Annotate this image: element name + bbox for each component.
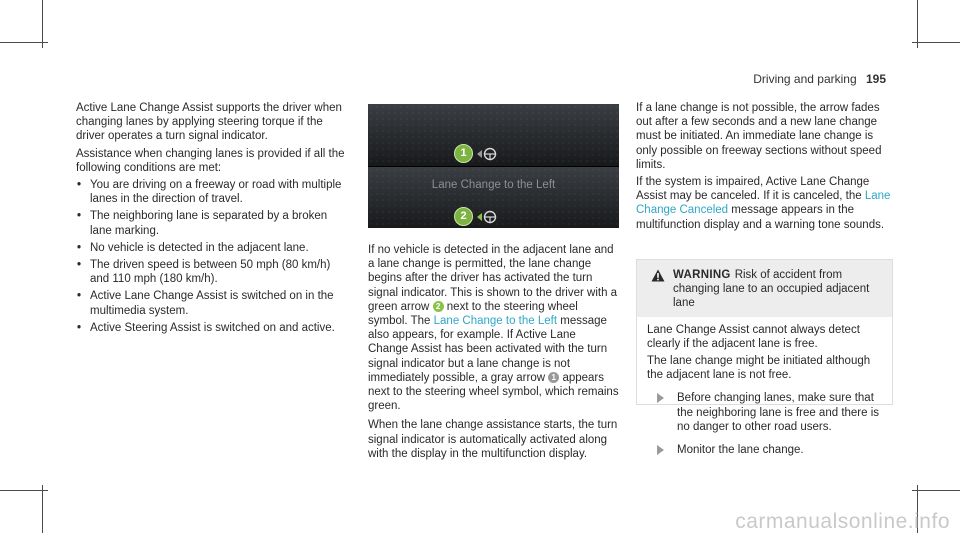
badge-1: 1 [454, 144, 473, 163]
text-run: message appears in the multifunction display and a warning tone sounds. [636, 204, 885, 231]
warning-body [637, 317, 892, 458]
column-left [76, 101, 352, 338]
crop-mark [42, 485, 43, 533]
steering-wheel-icon [476, 210, 498, 224]
intro-paragraph: Active Lane Change Assist supports the driver when changing lanes by applying steering torque if the driver operates a turn signal indicator. [76, 102, 342, 143]
crop-mark [0, 490, 48, 491]
text-run: If the system is impaired, Active Lane Change Assist may be canceled. If it is canceled, the [636, 176, 870, 203]
impaired-paragraph [636, 175, 893, 232]
list-item: • You are driving on a freeway or road with multiple lanes in the direction of travel. [76, 178, 352, 206]
badge-2-inline: 2 [433, 301, 444, 312]
warning-text: Lane Change Assist cannot always detect clearly if the adjacent lane is free. [647, 323, 860, 350]
list-item: • No vehicle is detected in the adjacent lane. [76, 241, 352, 255]
warning-box [636, 259, 893, 457]
steering-wheel-icon [476, 147, 498, 161]
crop-mark [917, 0, 918, 48]
not-possible-paragraph: If a lane change is not possible, the arrow fades out after a few seconds and a new lane change must be initiated. An immediate lane change is only possible on freeway sections without speed limits. [636, 102, 882, 171]
column-middle [368, 243, 619, 464]
badge-2: 2 [454, 207, 473, 226]
list-item: • The neighboring lane is separated by a broken lane marking. [76, 209, 352, 237]
warning-header [637, 260, 892, 317]
warning-text: The lane change might be initiated although the adjacent lane is not free. [647, 355, 871, 382]
text-run: appears next to the steering wheel symbol, which remains green. [368, 371, 619, 413]
display-panel-bottom [368, 167, 619, 228]
display-panel-top [368, 104, 619, 166]
crop-mark [912, 490, 960, 491]
text-run: If no vehicle is detected in the adjacent lane and a lane change is permitted, the lane change begins after the driver has activated the turn signal indicator. This is shown to the driver with a green arrow [368, 244, 618, 313]
lane-change-message: Lane Change to the Left [431, 179, 556, 191]
column-right [636, 101, 893, 235]
watermark: carmanualsonline.info [735, 509, 950, 533]
warning-label: WARNING [673, 269, 731, 281]
text-run: next to the steering wheel symbol. The [368, 300, 578, 328]
page-number: 195 [865, 72, 886, 86]
message-name: Lane Change Canceled [636, 190, 891, 217]
step-text: Before changing lanes, make sure that the neighboring lane is free and there is no danger to other road users. [677, 392, 880, 433]
crop-mark [912, 42, 960, 43]
assistance-start-paragraph: When the lane change assistance starts, the turn signal indicator is automatically activated along with the display in the multifunction display. [368, 419, 618, 460]
arrow-right-icon [657, 393, 664, 403]
crop-mark [0, 42, 48, 43]
step-text: Monitor the lane change. [677, 444, 804, 457]
arrow-right-icon [657, 445, 664, 455]
conditions-lead: Assistance when changing lanes is provided if all the following conditions are met: [76, 147, 345, 174]
list-item: • Active Steering Assist is switched on and active. [76, 321, 352, 335]
page-header [753, 72, 886, 86]
list-item: • The driven speed is between 50 mph (80 km/h) and 110 mph (180 km/h). [76, 258, 352, 286]
text-run: message also appears, for example. If Active Lane Change Assist has been activated with the turn signal indicator but a lane change is not immediately possible, a gray arrow [368, 315, 608, 384]
lane-change-paragraph [368, 243, 619, 413]
multifunction-display-image [368, 104, 619, 228]
section-title: Driving and parking [753, 72, 857, 86]
warning-title: Risk of accident from changing lane to an occupied adjacent lane [673, 269, 870, 310]
warning-step [647, 443, 882, 457]
warning-step [647, 391, 882, 434]
list-item: • Active Lane Change Assist is switched on in the multimedia system. [76, 289, 352, 317]
message-name: Lane Change to the Left [433, 315, 558, 328]
crop-mark [42, 0, 43, 48]
badge-1-inline: 1 [548, 372, 559, 383]
conditions-list [76, 178, 352, 335]
warning-icon [651, 269, 665, 282]
